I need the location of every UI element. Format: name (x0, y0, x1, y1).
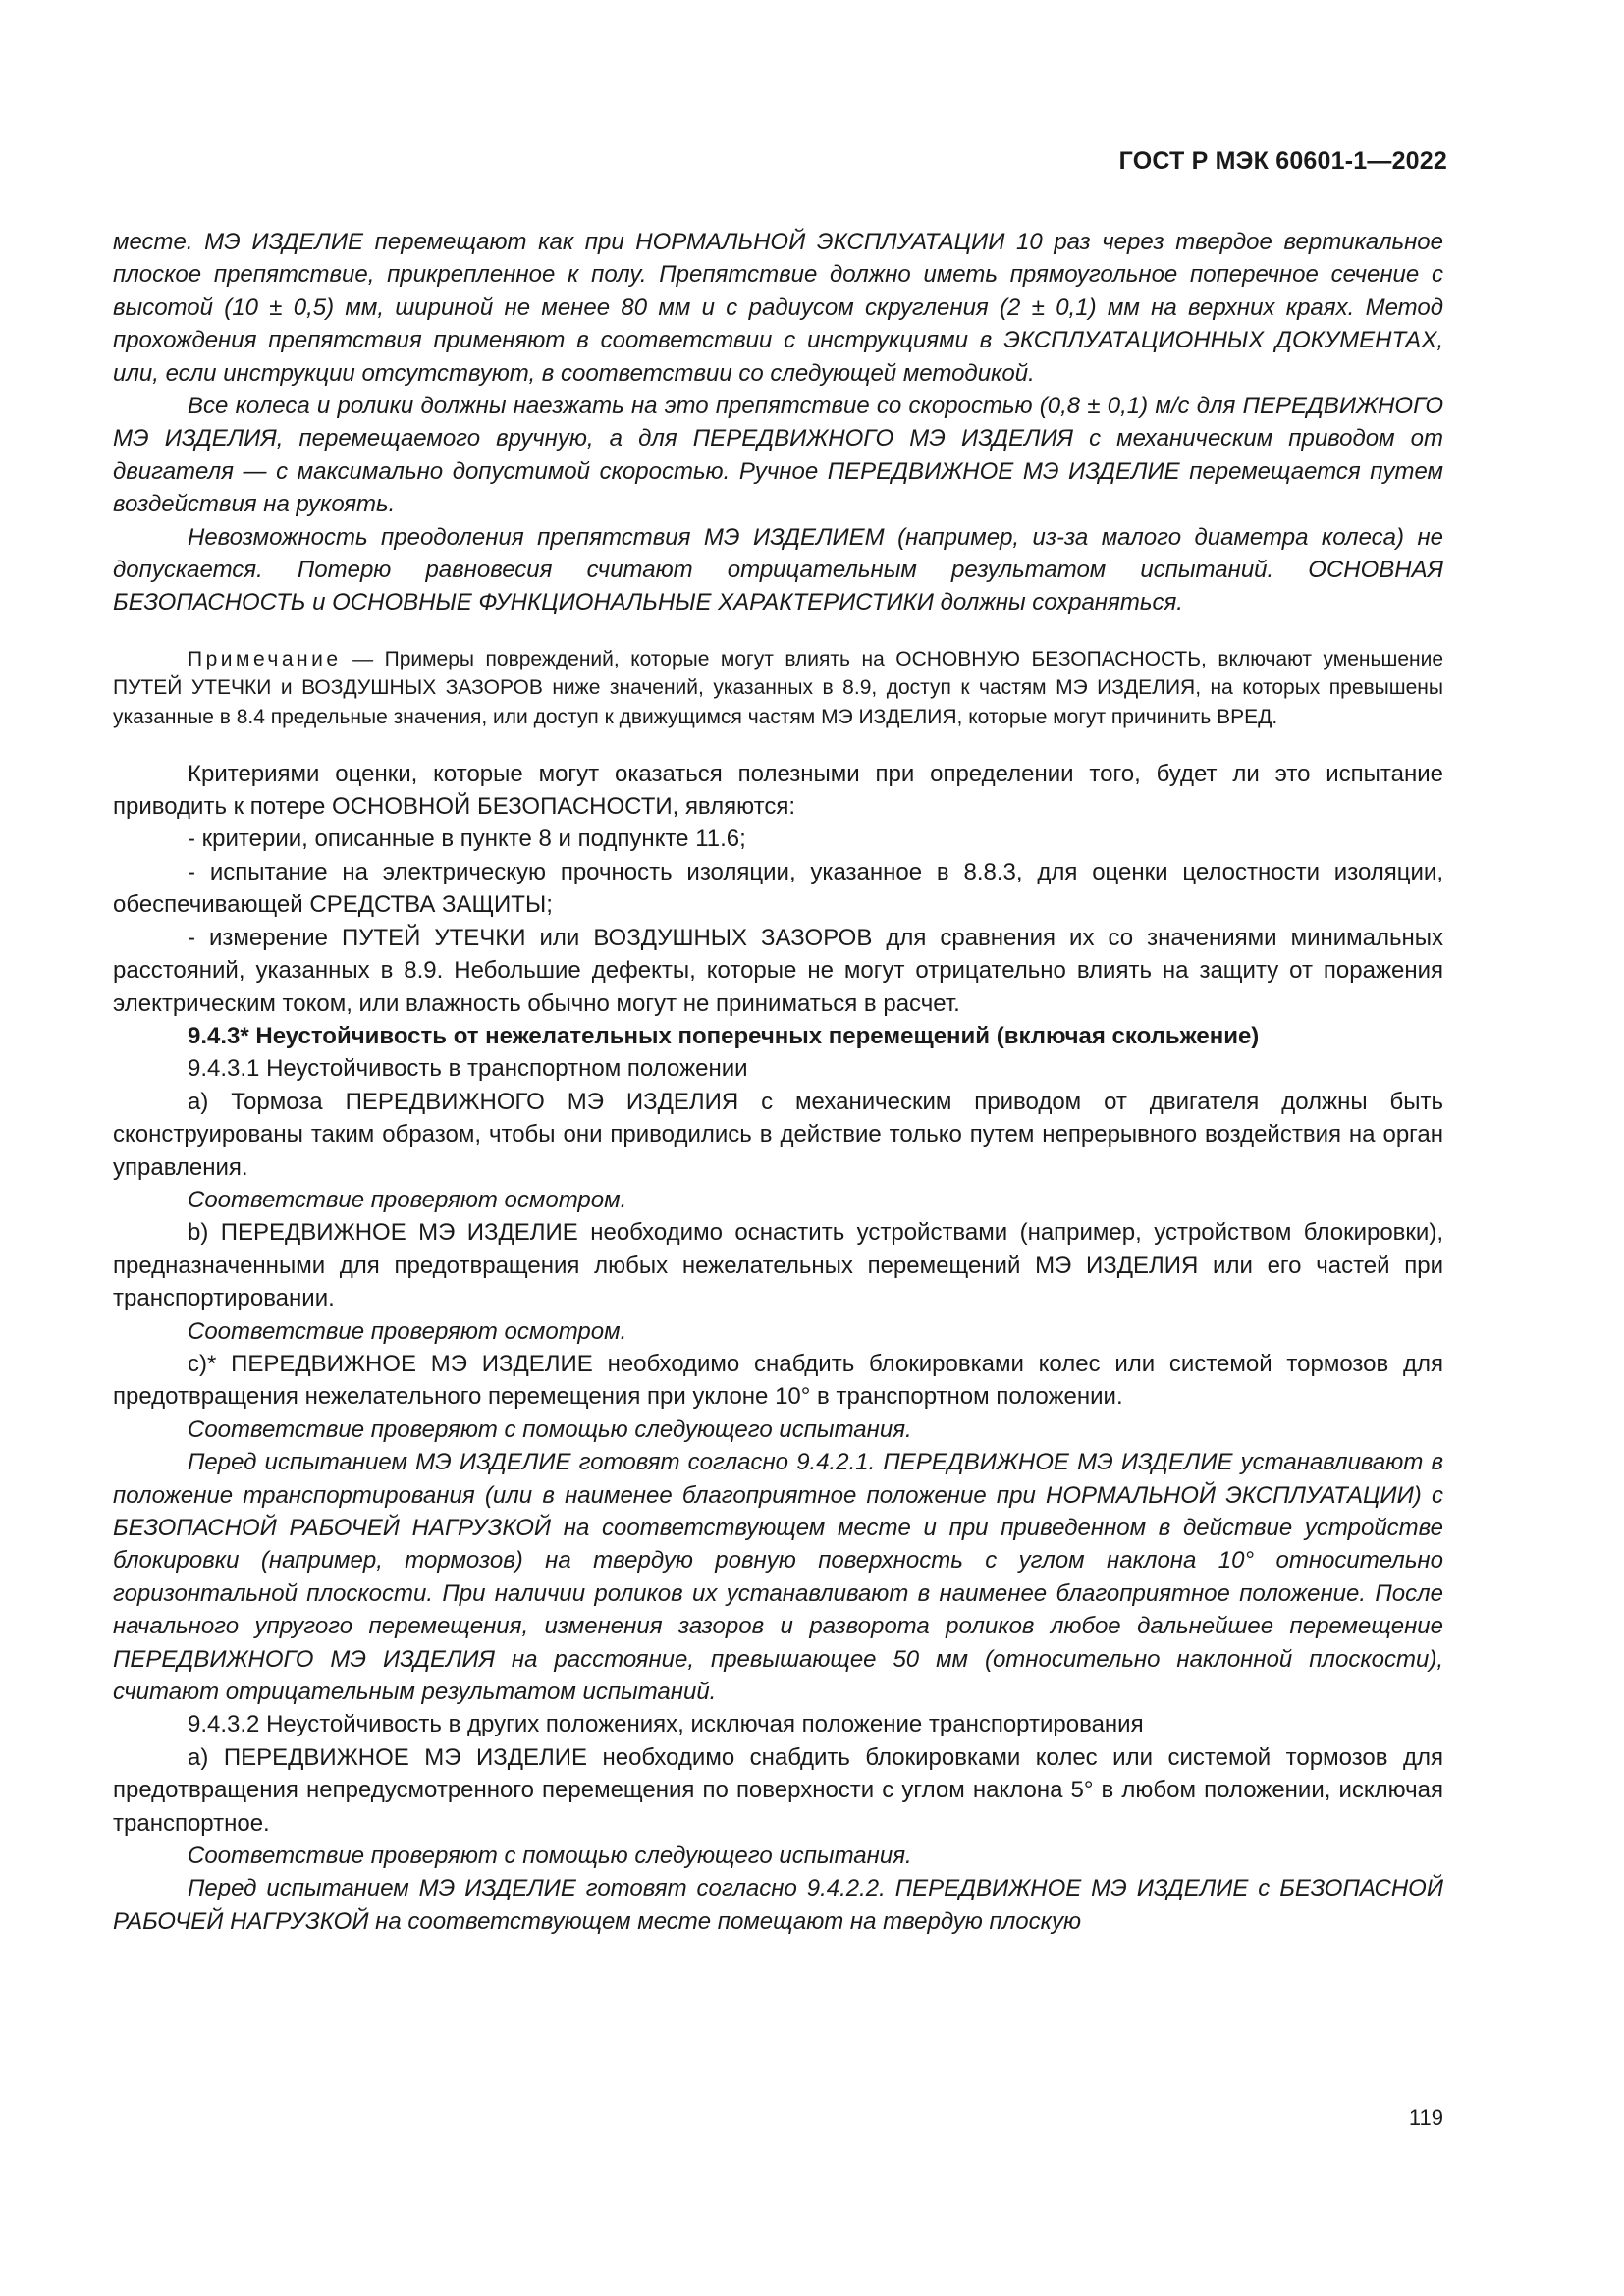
paragraph: с)* ПЕРЕДВИЖНОЕ МЭ ИЗДЕЛИЕ необходимо снабдить блокировками колес или системой тормозов для предотвращения нежелательного перемещения при уклоне 10° в транспортном положении. (113, 1350, 1443, 1411)
compliance-note: Соответствие проверяют осмотром. (188, 1186, 627, 1213)
page-body (113, 226, 1443, 1938)
subsection-heading: 9.4.3.1 Неустойчивость в транспортном положении (188, 1055, 748, 1083)
list-item: - испытание на электрическую прочность изоляции, указанное в 8.8.3, для оценки целостности изоляции, обеспечивающей СРЕДСТВА ЗАЩИТЫ; (113, 858, 1443, 919)
paragraph: месте. МЭ ИЗДЕЛИЕ перемещают как при НОРМАЛЬНОЙ ЭКСПЛУАТАЦИИ 10 раз через твердое вертикальное плоское препятствие, прикрепленное к полу. Препятствие должно иметь прямоугольное поперечное сечение с высотой (10 ± 0,5) мм, шириной не менее 80 мм и с радиусом скругления (2 ± 0,1) мм на верхних краях. Метод прохождения препятствия применяют в соответствии с инструкциями в ЭКСПЛУАТАЦИОННЫХ ДОКУМЕНТАХ, или, если инструкции отсутствуют, в соответствии со следующей методикой. (113, 229, 1443, 387)
document-id-header: ГОСТ Р МЭК 60601-1—2022 (1118, 147, 1447, 175)
paragraph: Невозможность преодоления препятствия МЭ ИЗДЕЛИЕМ (например, из-за малого диаметра колеса) не допускается. Потерю равновесия считают отрицательным результатом испытаний. ОСНОВНАЯ БЕЗОПАСНОСТЬ и ОСНОВНЫЕ ФУНКЦИОНАЛЬНЫЕ ХАРАКТЕРИСТИКИ должны сохраняться. (113, 523, 1443, 616)
list-item: - измерение ПУТЕЙ УТЕЧКИ или ВОЗДУШНЫХ ЗАЗОРОВ для сравнения их со значениями минимальных расстояний, указанных в 8.9. Небольшие дефекты, которые не могут отрицательно влиять на защиту от поражения электрическим током, или влажность обычно могут не приниматься в расчет. (113, 924, 1443, 1017)
note-label: Примечание (188, 647, 342, 670)
paragraph: а) ПЕРЕДВИЖНОЕ МЭ ИЗДЕЛИЕ необходимо снабдить блокировками колес или системой тормозов для предотвращения непредусмотренного перемещения по поверхности с углом наклона 5° в любом положении, исключая транспортное. (113, 1743, 1443, 1837)
paragraph: b) ПЕРЕДВИЖНОЕ МЭ ИЗДЕЛИЕ необходимо оснастить устройствами (например, устройством блокировки), предназначенными для предотвращения любых нежелательных перемещений МЭ ИЗДЕЛИЯ или его частей при транспортировании. (113, 1219, 1443, 1312)
compliance-note: Соответствие проверяют с помощью следующего испытания. (188, 1842, 912, 1870)
subsection-heading: 9.4.3.2 Неустойчивость в других положениях, исключая положение транспортирования (188, 1711, 1144, 1738)
section-heading: 9.4.3* Неустойчивость от нежелательных поперечных перемещений (включая скольжение) (188, 1022, 1260, 1049)
list-item: - критерии, описанные в пункте 8 и подпункте 11.6; (188, 826, 746, 853)
test-description: Перед испытанием МЭ ИЗДЕЛИЕ готовят согласно 9.4.2.2. ПЕРЕДВИЖНОЕ МЭ ИЗДЕЛИЕ с БЕЗОПАСНОЙ РАБОЧЕЙ НАГРУЗКОЙ на соответствующем месте помещают на твердую плоскую (113, 1875, 1443, 1935)
note-text: — Примеры повреждений, которые могут влиять на ОСНОВНУЮ БЕЗОПАСНОСТЬ, включают уменьшение ПУТЕЙ УТЕЧКИ и ВОЗДУШНЫХ ЗАЗОРОВ ниже значений, указанных в 8.9, доступ к частям МЭ ИЗДЕЛИЯ, на которых превышены указанные в 8.4 предельные значения, или доступ к движущимся частям МЭ ИЗДЕЛИЯ, которые могут причинить ВРЕД. (113, 647, 1443, 729)
compliance-note: Соответствие проверяют осмотром. (188, 1317, 627, 1345)
test-description: Перед испытанием МЭ ИЗДЕЛИЕ готовят согласно 9.4.2.1. ПЕРЕДВИЖНОЕ МЭ ИЗДЕЛИЕ устанавливают в положение транспортирования (или в наименее благоприятное положение при НОРМАЛЬНОЙ ЭКСПЛУАТАЦИИ) с БЕЗОПАСНОЙ РАБОЧЕЙ НАГРУЗКОЙ на соответствующем месте и при приведенном в действие устройстве блокировки (например, тормозов) на твердую ровную поверхность с углом наклона 10° относительно горизонтальной плоскости. При наличии роликов их устанавливают в наименее благоприятное положение. После начального упругого перемещения, изменения зазоров и разворота роликов любое дальнейшее перемещение ПЕРЕДВИЖНОГО МЭ ИЗДЕЛИЯ на расстояние, превышающее 50 мм (относительно наклонной плоскости), считают отрицательным результатом испытаний. (113, 1449, 1443, 1706)
paragraph: Все колеса и ролики должны наезжать на это препятствие со скоростью (0,8 ± 0,1) м/с для ПЕРЕДВИЖНОГО МЭ ИЗДЕЛИЯ, перемещаемого вручную, а для ПЕРЕДВИЖНОГО МЭ ИЗДЕЛИЯ с механическим приводом от двигателя — с максимально допустимой скоростью. Ручное ПЕРЕДВИЖНОЕ МЭ ИЗДЕЛИЕ перемещается путем воздействия на рукоять. (113, 393, 1443, 518)
paragraph: Критериями оценки, которые могут оказаться полезными при определении того, будет ли это испытание приводить к потере ОСНОВНОЙ БЕЗОПАСНОСТИ, являются: (113, 760, 1443, 821)
compliance-note: Соответствие проверяют с помощью следующего испытания. (188, 1415, 912, 1443)
note-block (113, 645, 1443, 732)
page-number: 119 (1408, 2106, 1443, 2130)
paragraph: а) Тормоза ПЕРЕДВИЖНОГО МЭ ИЗДЕЛИЯ с механическим приводом от двигателя должны быть сконструированы таким образом, чтобы они приводились в действие только путем непрерывного воздействия на орган управления. (113, 1088, 1443, 1181)
